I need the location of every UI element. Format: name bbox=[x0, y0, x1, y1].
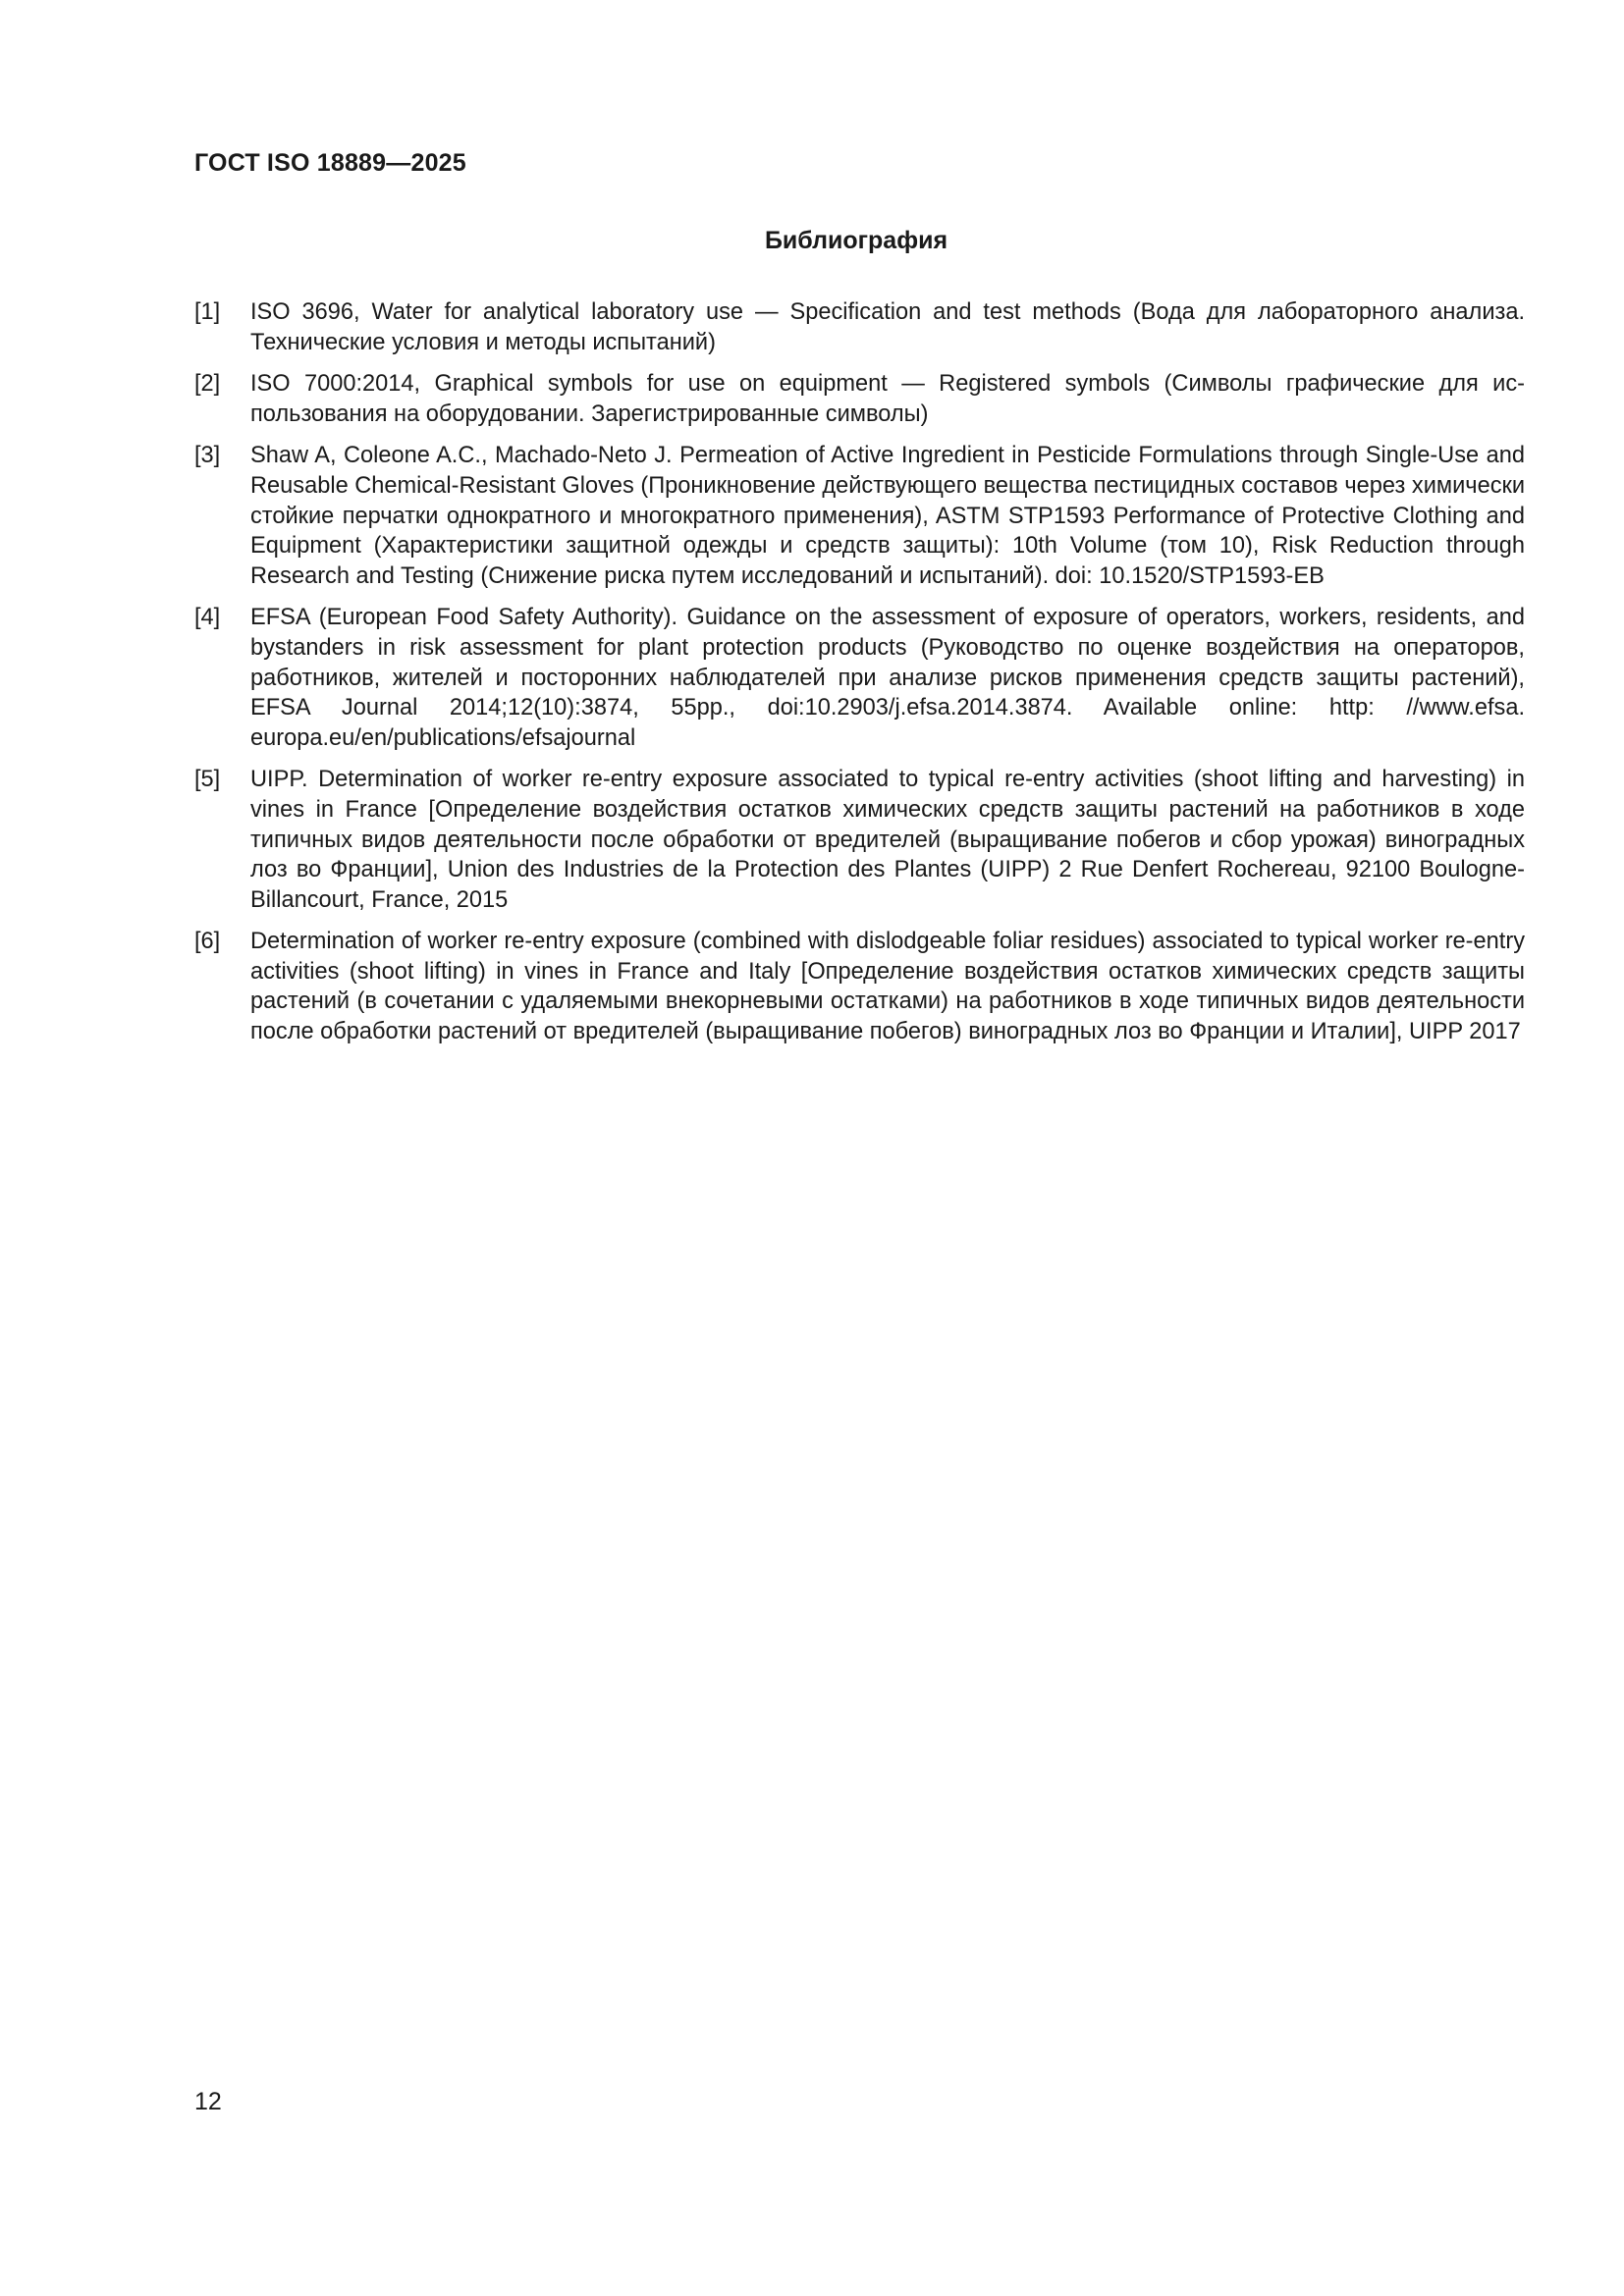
reference-item-4 bbox=[194, 603, 1525, 753]
reference-number: [1] bbox=[194, 299, 221, 325]
reference-number: [6] bbox=[194, 929, 221, 955]
reference-number: [5] bbox=[194, 767, 221, 793]
bibliography-list bbox=[194, 297, 1525, 1059]
reference-item-3 bbox=[194, 441, 1525, 591]
reference-text: ISO 3696, Water for analytical laboratory use — Specification and test methods (Вода для лабораторного анализа. Технические условия и методы испытаний) bbox=[250, 299, 1525, 355]
reference-number: [4] bbox=[194, 605, 221, 631]
reference-text: ISO 7000:2014, Graphical symbols for use on equipment — Registered symbols (Символы графические для использования на оборудовании. Зарегистрированные символы) bbox=[250, 371, 1525, 427]
reference-item-2 bbox=[194, 369, 1525, 429]
page-number: 12 bbox=[194, 2088, 222, 2115]
reference-text: Determination of worker re-entry exposure (combined with dislodgeable foliar residues) associated to typical worker re-entry activities (shoot lifting) in vines in France and Italy [Определение воздействия остатков химических средств защиты растений (в сочетании с удаляемыми внекорневыми остатками) на работников в ходе типичных видов деятельности после обработки растений от вредителей (выращивание побегов) виноградных лоз во Франции и Италии], UIPP 2017 bbox=[250, 929, 1525, 1045]
reference-text: Shaw A, Coleone A.C., Machado-Neto J. Permeation of Active Ingredient in Pesticide Formulations through Single-Use and Reusable Chemical-Resistant Gloves (Проникновение действующего вещества пестицидных составов через химически стойкие перчатки однократного и многократного применения), ASTM STP1593 Performance of Protective Clothing and Equipment (Характеристики защитной одежды и средств защиты): 10th Volume (том 10), Risk Reduction through Research and Testing (Снижение риска путем исследований и испытаний). doi: 10.1520/​STP1593-EB bbox=[250, 443, 1525, 589]
reference-text: EFSA (European Food Safety Authority). Guidance on the assessment of exposure of operators, workers, residents, and bystanders in risk assessment for plant protection products (Руководство по оценке воздействия на операторов, работников, жителей и посторонних наблюдателей при анализе рисков применения средств защиты растений), EFSA Journal 2014;12(10):3874, 55pp., doi:10.2903/j.efsa.2014.3874. Available online: http: //www.efsa.​europa.eu/en/publications/efsajournal bbox=[250, 605, 1525, 751]
reference-number: [3] bbox=[194, 443, 221, 469]
document-header: ГОСТ ISO 18889—2025 bbox=[194, 149, 466, 177]
reference-item-6 bbox=[194, 927, 1525, 1046]
bibliography-title: Библиография bbox=[764, 227, 948, 254]
reference-number: [2] bbox=[194, 371, 221, 398]
reference-text: UIPP. Determination of worker re-entry exposure associated to typical re-entry activities (shoot lifting and harvesting) in vines in France [Определение воздействия остатков химических средств защиты растений на работников в ходе типичных видов деятельности после обработки от вредителей (выращивание побегов и сбор урожая) виноградных лоз во Франции], Union des Industries de la Protection des Plantes (UIPP) 2 Rue Denfert Rochereau, 92100 Boulogne-Billancourt, France, 2015 bbox=[250, 767, 1525, 913]
reference-item-5 bbox=[194, 765, 1525, 915]
reference-item-1 bbox=[194, 297, 1525, 357]
